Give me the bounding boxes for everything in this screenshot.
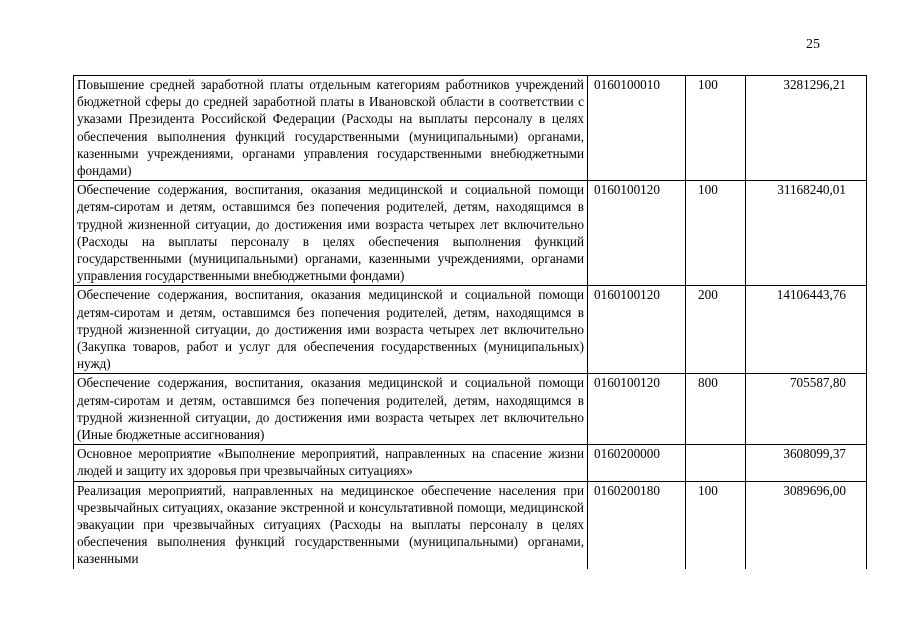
row-expense-type <box>686 445 746 481</box>
row-expense-type: 800 <box>686 374 746 445</box>
row-amount: 14106443,76 <box>746 286 867 374</box>
budget-table <box>73 75 867 569</box>
row-target-code: 0160100120 <box>588 286 686 374</box>
row-description: Основное мероприятие «Выполнение мероприятий, направленных на спасение жизни людей и защиту их здоровья при чрезвычайных ситуациях» <box>74 445 588 481</box>
row-expense-type: 100 <box>686 76 746 181</box>
row-description: Обеспечение содержания, воспитания, оказания медицинской и социальной помощи детям-сиротам и детям, оставшимся без попечения родителей, детям, находящимся в трудной жизненной ситуации, до достижения ими возраста четырех лет включительно (Иные бюджетные ассигнования) <box>74 374 588 445</box>
table-row <box>74 481 867 569</box>
row-target-code: 0160100120 <box>588 181 686 286</box>
row-description: Обеспечение содержания, воспитания, оказания медицинской и социальной помощи детям-сиротам и детям, оставшимся без попечения родителей, детям, находящимся в трудной жизненной ситуации, до достижения ими возраста четырех лет включительно (Закупка товаров, работ и услуг для обеспечения государственных (муниципальных) нужд) <box>74 286 588 374</box>
table-row <box>74 374 867 445</box>
row-description: Реализация мероприятий, направленных на медицинское обеспечение населения при чрезвычайных ситуациях, оказание экстренной и консультативной помощи, медицинской эвакуации при чрезвычайных ситуациях (Расходы на выплаты персоналу в целях обеспечения выполнения функций государственными (муниципальными) органами, казенными <box>74 481 588 569</box>
table-row <box>74 445 867 481</box>
table-row <box>74 76 867 181</box>
row-target-code: 0160200180 <box>588 481 686 569</box>
page-number: 25 <box>806 37 820 52</box>
row-amount: 3608099,37 <box>746 445 867 481</box>
row-target-code: 0160200000 <box>588 445 686 481</box>
table-row <box>74 181 867 286</box>
row-target-code: 0160100120 <box>588 374 686 445</box>
row-amount: 3089696,00 <box>746 481 867 569</box>
row-expense-type: 100 <box>686 481 746 569</box>
row-target-code: 0160100010 <box>588 76 686 181</box>
row-expense-type: 100 <box>686 181 746 286</box>
row-expense-type: 200 <box>686 286 746 374</box>
row-amount: 31168240,01 <box>746 181 867 286</box>
row-amount: 3281296,21 <box>746 76 867 181</box>
table-row <box>74 286 867 374</box>
row-description: Повышение средней заработной платы отдельным категориям работников учреждений бюджетной сферы до средней заработной платы в Ивановской области в соответствии с указами Президента Российской Федерации (Расходы на выплаты персоналу в целях обеспечения выполнения функций государственными (муниципальными) органами, казенными учреждениями, органами управления государственными внебюджетными фондами) <box>74 76 588 181</box>
row-amount: 705587,80 <box>746 374 867 445</box>
row-description: Обеспечение содержания, воспитания, оказания медицинской и социальной помощи детям-сиротам и детям, оставшимся без попечения родителей, детям, находящимся в трудной жизненной ситуации, до достижения ими возраста четырех лет включительно (Расходы на выплаты персоналу в целях обеспечения выполнения функций государственными (муниципальными) органами, казенными учреждениями, органами управления государственными внебюджетными фондами) <box>74 181 588 286</box>
